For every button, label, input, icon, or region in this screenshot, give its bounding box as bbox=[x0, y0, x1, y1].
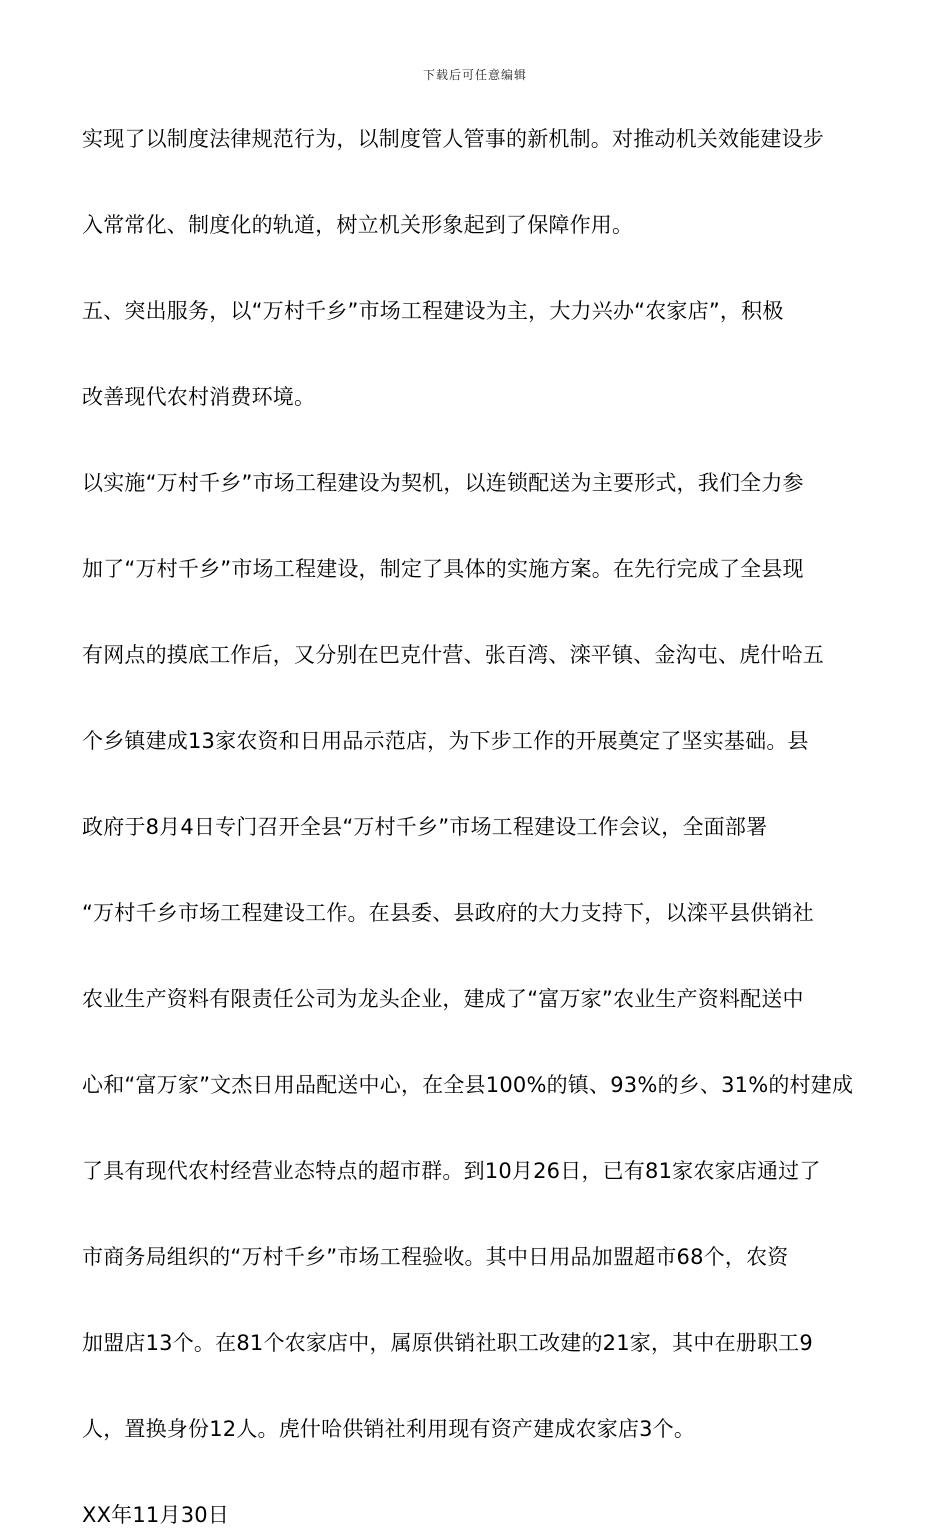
line-spacing bbox=[82, 591, 872, 633]
line-spacing bbox=[82, 1451, 872, 1493]
text-line: 有网点的摸底工作后，又分别在巴克什营、张百湾、滦平镇、金沟屯、虎什哈五 bbox=[82, 643, 824, 667]
text-line: 农业生产资料有限责任公司为龙头企业，建成了“富万家”农业生产资料配送中 bbox=[82, 987, 804, 1011]
line-spacing bbox=[82, 505, 872, 547]
text-line: 个乡镇建成13家农资和日用品示范店，为下步工作的开展奠定了坚实基础。县 bbox=[82, 729, 809, 753]
line-spacing bbox=[82, 935, 872, 977]
line-spacing bbox=[82, 247, 872, 289]
text-line: 人，置换身份12人。虎什哈供销社利用现有资产建成农家店3个。 bbox=[82, 1417, 696, 1441]
section-heading-line: 五、突出服务，以“万村千乡”市场工程建设为主，大力兴办“农家店”，积极 bbox=[82, 299, 784, 323]
text-line: 市商务局组织的“万村千乡”市场工程验收。其中日用品加盟超市68个，农资 bbox=[82, 1245, 789, 1269]
line-spacing bbox=[82, 419, 872, 461]
text-line: “万村千乡市场工程建设工作。在县委、县政府的大力支持下，以滦平县供销社 bbox=[82, 901, 814, 925]
text-line: 实现了以制度法律规范行为，以制度管人管事的新机制。对推动机关效能建设步 bbox=[82, 127, 824, 151]
line-spacing bbox=[82, 333, 872, 375]
document-date: XX年11月30日 bbox=[82, 1503, 230, 1527]
text-line: 了具有现代农村经营业态特点的超市群。到10月26日，已有81家农家店通过了 bbox=[82, 1159, 821, 1183]
line-spacing bbox=[82, 849, 872, 891]
document-body bbox=[82, 117, 872, 1537]
line-spacing bbox=[82, 1279, 872, 1321]
line-spacing bbox=[82, 1193, 872, 1235]
text-line: 心和“富万家”文杰日用品配送中心，在全县100%的镇、93%的乡、31%的村建成 bbox=[82, 1073, 854, 1097]
line-spacing bbox=[82, 763, 872, 805]
line-spacing bbox=[82, 1021, 872, 1063]
download-note: 下载后可任意编辑 bbox=[422, 68, 527, 82]
line-spacing bbox=[82, 1107, 872, 1149]
text-line: 加了“万村千乡”市场工程建设，制定了具体的实施方案。在先行完成了全县现 bbox=[82, 557, 804, 581]
text-line: 政府于8月4日专门召开全县“万村千乡”市场工程建设工作会议，全面部署 bbox=[82, 815, 768, 839]
line-spacing bbox=[82, 677, 872, 719]
text-line: 加盟店13个。在81个农家店中，属原供销社职工改建的21家，其中在册职工9 bbox=[82, 1331, 813, 1355]
text-line: 入常常化、制度化的轨道，树立机关形象起到了保障作用。 bbox=[82, 213, 634, 237]
section-heading-line: 改善现代农村消费环境。 bbox=[82, 385, 316, 409]
text-line: 以实施“万村千乡”市场工程建设为契机，以连锁配送为主要形式，我们全力参 bbox=[82, 471, 804, 495]
line-spacing bbox=[82, 161, 872, 203]
line-spacing bbox=[82, 1365, 872, 1407]
